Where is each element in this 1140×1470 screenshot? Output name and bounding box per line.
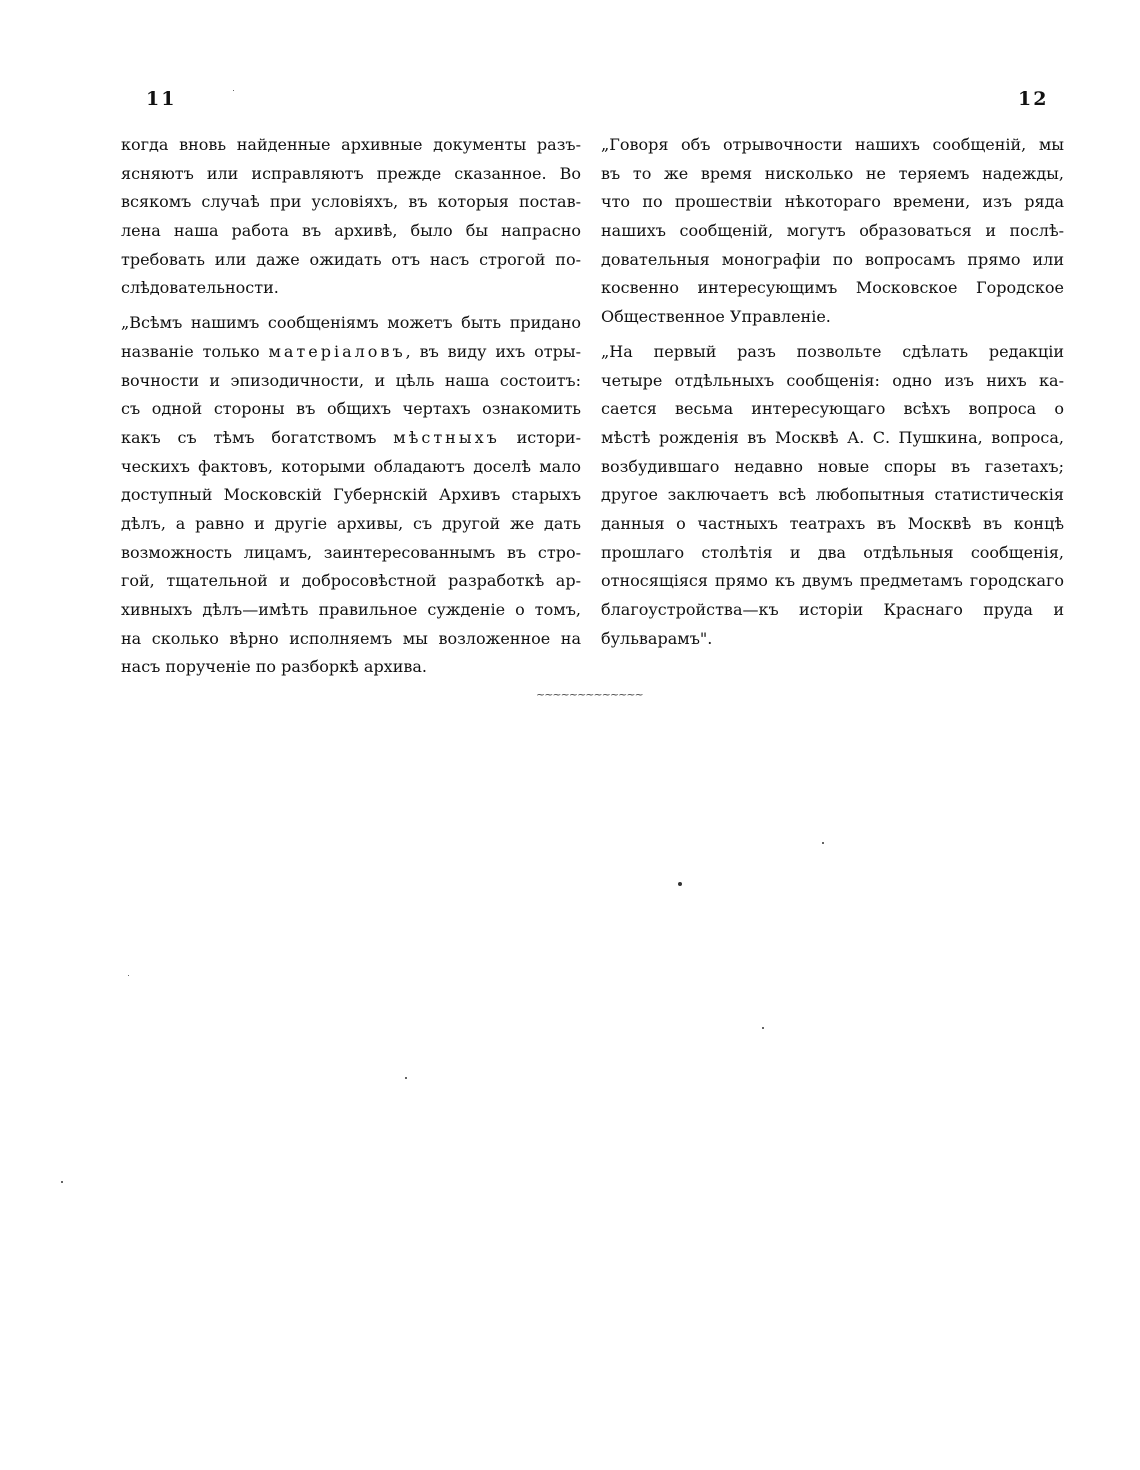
text-line: хивныхъ дѣлъ—имѣть правильное сужденіе о томъ, — [121, 600, 581, 619]
text-fragment: истори- — [516, 427, 581, 447]
text-line: въ то же время нисколько не теряемъ надежды, — [601, 163, 1064, 183]
text-line: лена наша работа въ архивѣ, было бы напрасно — [121, 221, 581, 241]
page-number-right: 12 — [1018, 88, 1049, 110]
scan-speck — [233, 90, 234, 91]
text-line: четыре отдѣльныхъ сообщенія: одно изъ нихъ ка- — [601, 370, 1064, 390]
text-line: слѣдовательности. — [121, 278, 279, 298]
text-line: ческихъ фактовъ, которыми обладаютъ доселѣ мало — [121, 456, 581, 476]
text-line: косвенно интересующимъ Московское Городское — [601, 278, 1064, 298]
emphasized-word: матеріаловъ — [268, 341, 406, 361]
left-text-column — [121, 131, 581, 682]
text-line: вочности и эпизодичности, и цѣль наша состоитъ: — [121, 370, 581, 390]
text-line: что по прошествіи нѣкотораго времени, изъ ряда — [601, 192, 1064, 212]
scan-speck — [128, 975, 129, 976]
scan-speck — [822, 842, 824, 844]
text-line: довательныя монографіи по вопросамъ прямо или — [601, 249, 1064, 269]
text-line: данныя о частныхъ театрахъ въ Москвѣ въ концѣ — [601, 513, 1064, 533]
text-line: дѣлъ, а равно и другіе архивы, съ другой же дать — [121, 513, 581, 533]
text-line: ясняютъ или исправляютъ прежде сказанное. Во — [121, 163, 581, 183]
text-line: на сколько вѣрно исполняемъ мы возложенное на — [121, 628, 581, 648]
text-line: требовать или даже ожидать отъ насъ строгой по- — [121, 249, 581, 269]
text-line: насъ порученіе по разборкѣ архива. — [121, 657, 427, 677]
text-fragment: , въ виду ихъ отры- — [405, 341, 581, 361]
text-line: доступный Московскій Губернскій Архивъ старыхъ — [121, 485, 581, 505]
text-line: мѣстѣ рожденія въ Москвѣ А. С. Пушкина, вопроса, — [601, 427, 1064, 447]
text-line — [121, 424, 581, 453]
text-line — [121, 338, 581, 367]
text-line: бульварамъ". — [601, 628, 713, 648]
text-line: съ одной стороны въ общихъ чертахъ ознакомить — [121, 399, 581, 419]
text-line: возбудившаго недавно новые споры въ газетахъ; — [601, 456, 1064, 476]
text-line: относящіяся прямо къ двумъ предметамъ городскаго — [601, 571, 1064, 591]
scan-speck — [678, 882, 682, 886]
scan-speck — [405, 1077, 407, 1079]
text-line: благоустройства—къ исторіи Краснаго пруда и — [601, 600, 1064, 619]
text-line: сается весьма интересующаго всѣхъ вопроса о — [601, 399, 1064, 419]
text-line: нашихъ сообщеній, могутъ образоваться и послѣ- — [601, 221, 1064, 241]
text-fragment: какъ съ тѣмъ богатствомъ — [121, 427, 377, 447]
text-line: „Говоря объ отрывочности нашихъ сообщеній, мы — [601, 135, 1064, 154]
text-line: всякомъ случаѣ при условіяхъ, въ которыя постав- — [121, 192, 581, 212]
text-line: гой, тщательной и добросовѣстной разработкѣ ар- — [121, 571, 581, 591]
text-line: прошлаго столѣтія и два отдѣльныя сообщенія, — [601, 542, 1064, 562]
right-text-column — [601, 131, 1064, 653]
text-line: Общественное Управленіе. — [601, 307, 831, 327]
text-line: „Всѣмъ нашимъ сообщеніямъ можетъ быть придано — [121, 313, 581, 333]
section-end-ornament: ~~~~~~~~~~~~~ — [536, 688, 643, 701]
text-line: „На первый разъ позвольте сдѣлать редакціи — [601, 341, 1064, 361]
scan-speck — [61, 1181, 63, 1183]
text-fragment: названіе только — [121, 341, 260, 361]
text-line: другое заключаетъ всѣ любопытныя статистическія — [601, 485, 1064, 505]
text-line: когда вновь найденные архивные документы разъ- — [121, 135, 581, 154]
emphasized-word: мѣстныхъ — [393, 427, 500, 447]
text-line: возможность лицамъ, заинтересованнымъ въ стро- — [121, 542, 581, 562]
scan-speck — [762, 1027, 764, 1029]
page-number-left: 11 — [146, 88, 177, 110]
